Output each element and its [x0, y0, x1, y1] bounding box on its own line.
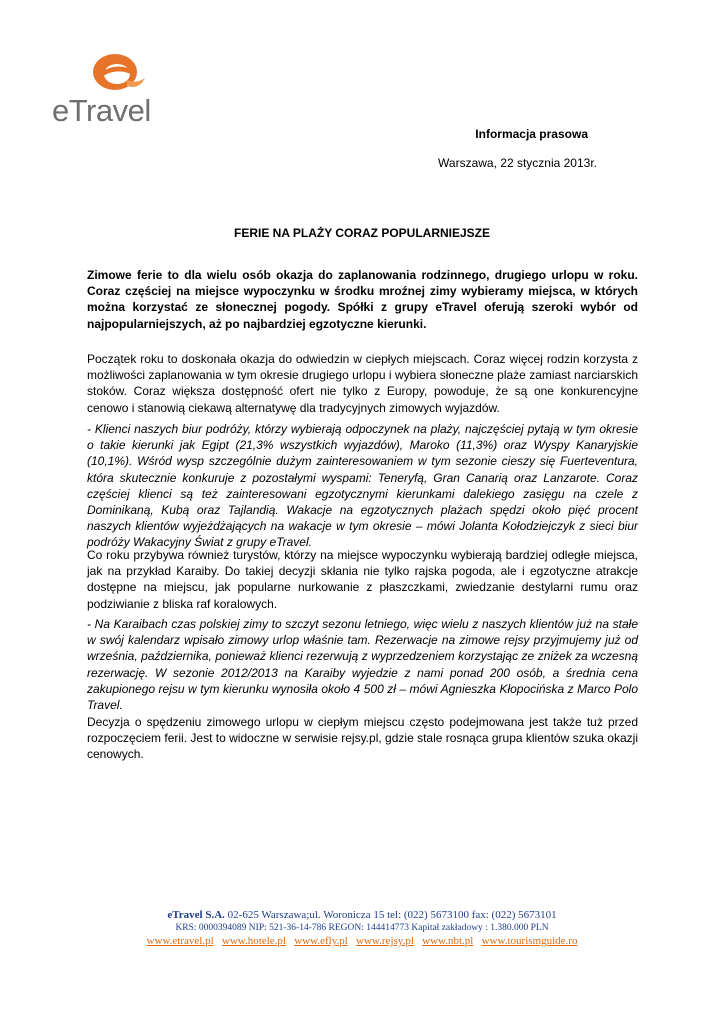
- footer-link[interactable]: www.etravel.pl: [146, 935, 214, 947]
- footer-link[interactable]: www.efly.pl: [294, 935, 348, 947]
- footer-company-line: [0, 909, 724, 922]
- footer-link[interactable]: www.nbt.pl: [422, 935, 474, 947]
- footer-links: [0, 935, 724, 948]
- etravel-e-logo-icon: [87, 50, 147, 94]
- page-footer: [0, 909, 724, 948]
- lead-paragraph: Zimowe ferie to dla wielu osób okazja do zaplanowania rodzinnego, drugiego urlopu w roku. Coraz częściej na miejsce wypoczynku w środku mroźnej zimy wybieramy miejsca, w których można korzystać ze słonecznej pogody. Spółki z grupy eTravel oferują szeroki wybór od najpopularniejszych, aż po najbardziej egzotyczne kierunki.: [87, 268, 638, 331]
- etravel-logo: [52, 50, 167, 130]
- footer-link[interactable]: www.hotele.pl: [221, 935, 286, 947]
- paragraph-1: Początek roku to doskonała okazja do odwiedzin w ciepłych miejscach. Coraz więcej rodzin korzysta z możliwości zaplanowania w tym okresie drugiego urlopu i wybiera słoneczne plaże zamiast narciarskich stoków. Coraz większa dostępność ofert nie tylko z Europy, powoduje, że są one konkurencyjne cenowo i stanowią ciekawą alternatywę dla tradycyjnych zimowych wyjazdów.: [87, 352, 638, 415]
- footer-registry: KRS: 0000394089 NIP: 521-36-14-786 REGON: 144414773 Kapitał zakładowy : 1.380.000 PLN: [175, 923, 549, 933]
- document-date: Warszawa, 22 stycznia 2013r.: [438, 156, 597, 170]
- paragraph-3: Decyzja o spędzeniu zimowego urlopu w ciepłym miejscu często podejmowana jest także tuż przed rozpoczęciem ferii. Jest to widoczne w serwisie rejsy.pl, gdzie stale rosnąca grupa klientów szuka okazji cenowych.: [87, 715, 638, 762]
- logo-wordmark: eTravel: [52, 93, 151, 128]
- quote-paragraph-2: - Na Karaibach czas polskiej zimy to szczyt sezonu letniego, więc wielu z naszych klientów już na stałe w swój kalendarz wpisało zimowy urlop właśnie tam. Rezerwacje na zimowe rejsy przyjmujemy już od września, października, ponieważ klienci rezerwują z wyprzedzeniem korzystając ze zniżek za wczesną rezerwację. W sezonie 2012/2013 na Karaiby wyjedzie z nami ponad 200 osób, a średnia cena zakupionego rejsu w tym kierunku wynosiła około 4 500 zł – mówi Agnieszka Kłopocińska z Marco Polo Travel.: [87, 617, 638, 713]
- footer-address: 02-625 Warszawa;ul. Woronicza 15 tel: (022) 5673100 fax: (022) 5673101: [224, 909, 557, 921]
- press-release-label: Informacja prasowa: [475, 127, 588, 141]
- paragraph-2: Co roku przybywa również turystów, którzy na miejsce wypoczynku wybierają bardziej odległe miejsca, jak na przykład Karaiby. Do takiej decyzji skłania nie tylko rajska pogoda, ale i egzotyczne atrakcje dostępne na miejscu, jak popularne nurkowanie z płaszczkami, zwiedzanie destylarni rumu oraz podziwianie z bliska raf koralowych.: [87, 548, 638, 611]
- footer-link[interactable]: www.rejsy.pl: [356, 935, 414, 947]
- footer-link[interactable]: www.tourismguide.ro: [481, 935, 578, 947]
- document-title: FERIE NA PLAŻY CORAZ POPULARNIEJSZE: [233, 226, 491, 240]
- footer-company-name: eTravel S.A.: [167, 909, 225, 921]
- quote-paragraph-1: - Klienci naszych biur podróży, którzy wybierają odpoczynek na plaży, najczęściej pytają w tym okresie o takie kierunki jak Egipt (21,3% wszystkich wyjazdów), Maroko (11,3%) oraz Wyspy Kanaryjskie (10,1%). Wśród wysp szczególnie dużym zainteresowaniem w tym sezonie cieszy się Fuerteventura, która skutecznie konkuruje z pozostałymi wyspami: Teneryfą, Gran Canarią oraz Lanzarote. Coraz częściej klienci są też zainteresowani egzotycznymi kierunkami dalekiego zasięgu na czele z Dominikaną, Kubą oraz Tajlandią. Wakacje na egzotycznych plażach spędzi około pięć procent naszych klientów wyjeżdżających na wakacje w tym okresie – mówi Jolanta Kołodziejczyk z sieci biur podróży Wakacyjny Świat z grupy eTravel.: [87, 422, 638, 550]
